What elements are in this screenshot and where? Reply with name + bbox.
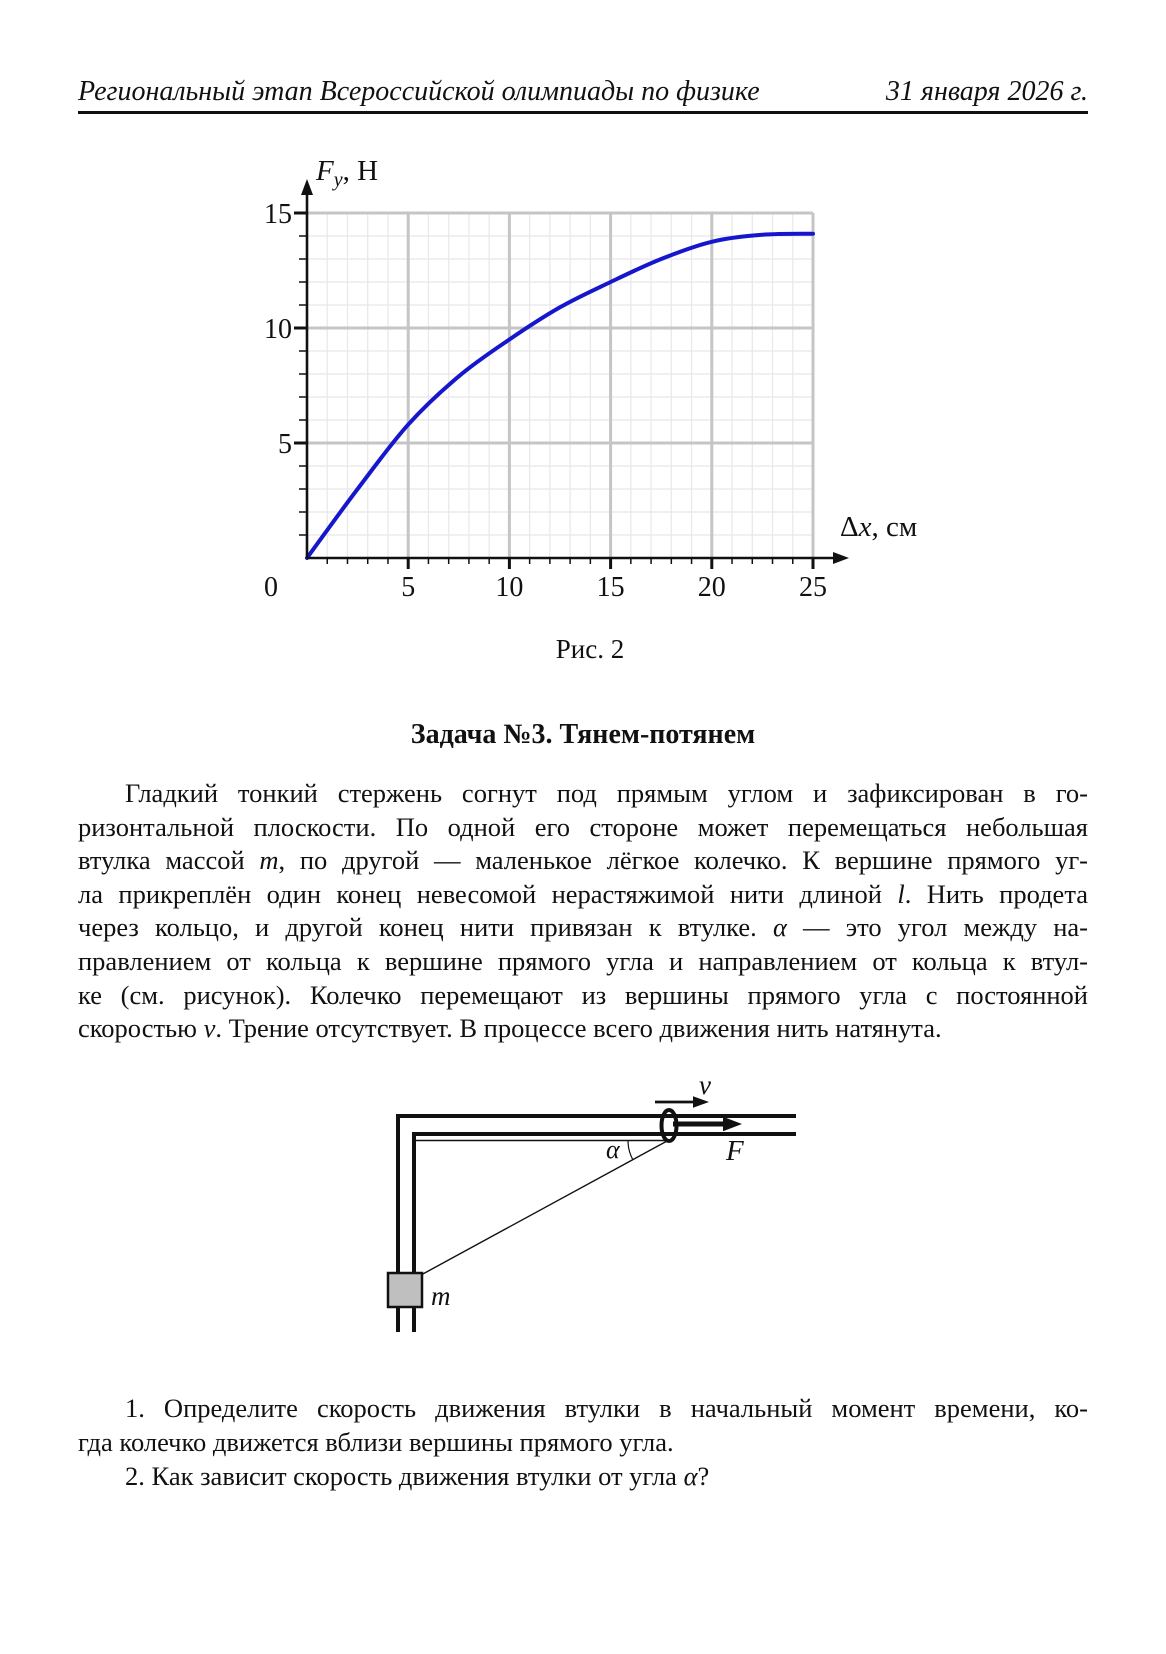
x-tick-label: 0 [264,572,278,603]
page-header [78,76,1088,108]
x-axis-title: Δx, см [840,511,918,543]
header-date: 31 января 2026 г. [885,76,1088,107]
y-tick-label: 5 [278,429,292,460]
force-displacement-chart [240,130,960,610]
x-tick-label: 15 [596,572,625,603]
text-line: ла прикреплён один конец невесомой нерастяжимой нити длиной l. Нить продета [78,878,1088,909]
text-line: через кольцо, и другой конец нити привязан к втулке. α — это угол между на- [78,912,1088,943]
header-rule [78,111,1088,114]
axes [301,179,849,564]
alpha-label: α [606,1135,620,1164]
angle-arc [628,1141,633,1160]
x-tick-label: 20 [697,572,726,603]
sleeve-mass [388,1273,422,1307]
text-line: втулка массой m, по другой — маленькое лёгкое колечко. К вершине прямого уг- [78,845,1089,876]
tick-labels [264,199,827,603]
thread [414,1134,668,1275]
mass-label: m [431,1281,451,1311]
grid-major [307,213,813,558]
thread-diagonal-segment [421,1141,668,1276]
x-tick-label: 25 [799,572,827,603]
text-line: гда колечко движется вблизи вершины прямого угла. [78,1427,674,1457]
text-line: скоростью v. Трение отсутствует. В процессе всего движения нить натянута. [78,1013,942,1044]
force-arrow [673,1117,742,1131]
x-axis-arrowhead [833,552,849,564]
text-line: Гладкий тонкий стержень согнут под прямым углом и зафиксирован в го- [125,778,1088,808]
force-label: F [726,1135,744,1167]
header-title: Региональный этап Всероссийской олимпиады по физике [78,76,760,107]
grid-minor [307,213,813,558]
questions [78,1391,1088,1493]
text-line: 2. Как зависит скорость движения втулки от угла α? [125,1461,710,1491]
text-line: ке (см. рисунок). Колечко перемещают из вершины прямого угла с постоянной [78,979,1088,1010]
problem-statement [78,777,1088,1046]
velocity-label: v [699,1070,711,1100]
y-axis-title: $F_y$, Н [316,155,379,191]
figure2-caption: Рис. 2 [555,634,625,664]
y-axis-arrowhead [301,179,313,195]
text-line: 1. Определите скорость движения втулки в начальный момент времени, ко- [125,1393,1088,1423]
y-tick-label: 15 [264,199,292,230]
problem-title: Задача №3. Тянем-потянем [410,719,756,750]
y-tick-label: 10 [264,314,292,345]
ticks [294,213,813,569]
figure-diagram [360,1030,810,1340]
text-line: ризонтальной плоскости. По одной его стороне может перемещаться небольшая [78,811,1088,842]
x-tick-label: 5 [401,572,416,603]
text-line: правлением от кольца к вершине прямого угла и направлением от кольца к втул- [78,945,1088,976]
x-tick-label: 10 [495,572,524,603]
